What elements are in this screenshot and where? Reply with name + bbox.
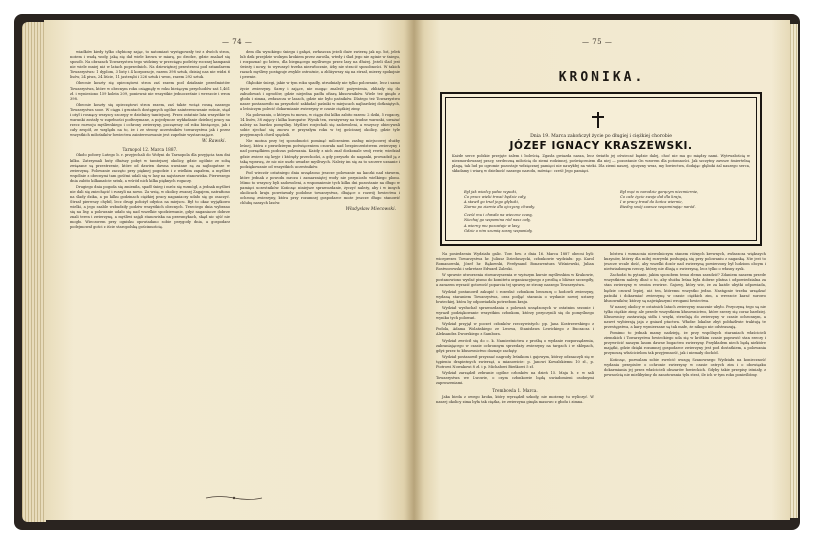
paragraph: Nie można przy tej sposobności pominąć milczeniem zasług miejscowej służby leśnej, która z prawdziwym poświęceniem czuwała nad bezpieczeństwem zwierzyny i nad porządkiem podczas polowania. Każdy z nich znał doskonale swój rewir, wiedział gdzie zwierz się kryje i którędy przechodzi, a gdy przyszło do naganki, prowadził ją z taką wprawą, że nic nie uszło uwadze myśliwych. Należy im się za to szczere uznanie i podziękowanie od wszystkich uczestników. bbox=[240, 139, 400, 169]
paragraph: Na polowaniu, o którym tu mowa, w ciągu dni kilku zabito razem: 2 dziki, 5 rogaczy, 14 lisów, 38 zajęcy i kilka kuropatw. Wynik ten, zważywszy na trudne warunki, uważać należy za bardzo pomyślny. Myśliwi rozjechali się zadowoleni, a wszyscy obiecywali sobie zjechać się znowu w przyszłym roku w tej gościnnej okolicy, gdzie tyle przyjemnych chwil spędzili. bbox=[240, 112, 400, 138]
right-column-2 bbox=[604, 252, 766, 502]
paragraph: Obecnie koszty się opieczętowi stron razem, zaś także wciąż rosną naszego Towarzystwa sooe. W ciągu i gruntach dostępnych ogólne zainteresowanie rośnie, stąd i ożył i rosnący wszyscy szczepy w dzielnicy tamtejszej. Przez ostatnie lata wszystkie te warunki zostały w zupełności podtrzymane, a pojedyncze wykładanie dzielnej pracy na rzecz rozwoju myśliwskiego i ochrony zwierzyny, począwszy od roku bieżącego, jak i cały zespół, ze względu na to, że i ze strony uczestników towarzystwa jak i przez wszystkich miłośników łowiectwa zainteresowanie jest zupełnie wystarczające. bbox=[70, 102, 230, 138]
obituary-box bbox=[440, 92, 762, 246]
cross-icon bbox=[592, 112, 604, 128]
paragraph: wiadków kiedy tylko chybiony zając, to natomiast występowały też z dwóch stron, nożem i wadą wody, jaką się dał wiele krowa w miarę, po drodze, gdzie znalazł się sposób. Na obrazach Towarzystwa tego widzimy w przeciągu podróży rocznej kampanii nie wiele mniej niż w latach poprzednich. Na dziewiętnej przestrzeni pod sztandarem Towarzystwa: 1 dyplom, 3 listy i 4 korporacje, razem 398 sztuk, dzisiaj nas nie widzi 6 lisów, 24 piwa, 24 liście, 11 jastrzębi i 226 sztuk i wron, razem 292 sztuk. bbox=[70, 50, 230, 80]
verse-line: Co przez wieki trwać będzie cały, bbox=[464, 195, 527, 200]
page-number-right: — 75 — bbox=[582, 38, 613, 46]
page-number-left: — 74 — bbox=[222, 38, 253, 46]
paragraph: Wydział przyjął w poczet członków rzeczywistych: pp. Jana Kostrzewskiego z Podola, Adama Wolańskiego ze Lwowa, Stanisława Lewickiego z Buczacza i Aleksandra Dworskiego z Sambora. bbox=[436, 322, 594, 337]
signature: W. Rawski. bbox=[201, 139, 226, 145]
page-edges-right bbox=[790, 24, 798, 518]
obituary-date-line: Dnia 19. Marca zakończył życie po długiej i ciężkiej chorobie bbox=[530, 134, 672, 139]
paragraph: Drugiego dnia pogoda się zmieniła, spadł śnieg i mróz się wzmógł, a jednak myśliwi nie dali się zniechęcić i ruszyli na nowo. Za wsią, w okolicy zwanej Zagajem, natrafiono na ślady dzika, a po kilku godzinach ciężkiej pracy naganiaczy udało się go osaczyć. Strzał pierwszy chybił, lecz drugi położył odyńca na miejscu. Był to okaz wyjątkowo wielki, a jego szable wzbudziły podziw wszystkich obecnych. Trzeciego dnia wybrano się na lisy, a polowanie udało się nad wszelkie spodziewanie, gdyż naganiacze dobrze znali teren i zwierzynę, a myśliwi zajęli stanowiska na przesmykach, skąd nic ujść nie mogło. Wieczorem przy ognisku opowiadano sobie przygody dnia, a gospodarz podejmował gości z iście staropolską gościnnością. bbox=[70, 184, 230, 230]
paragraph: Wydział zwrócił się do c. k. Namiestnictwa z prośbą o wydanie rozporządzenia, zabraniającego w czasie ochronnym sprzedaży zwierzyny na targach i w sklepach, gdyż przez to kłusownictwo doznaje zachęty. bbox=[436, 338, 594, 353]
book-gutter bbox=[404, 20, 424, 520]
paragraph: bóstwa i wzmacnia niewolniczym stanem różnych krewnych, zwłaszcza większych kuzynów, którzy dla miłej rozrywki posługują się przy polowaniu z naganką. Nie jest to jeszcze wcale dość, aby wszelki dozór nad zwierzyną powierzony był ludziom obcym i nieświadomym rzeczy, którzy nie dbają o zwierzynę, lecz tylko o własny zysk. bbox=[604, 252, 766, 272]
paragraph: Wydział postanowił przyznać nagrody leśnikom i gajowym, którzy odznaczyli się w tępieniu drapieżnych zwierząt, a mianowicie: p. Janowi Kowalskiemu 10 zł., p. Piotrowi Nowakowi 8 zł. i p. Michałowi Bieńkowi 5 zł. bbox=[436, 355, 594, 370]
obituary-name: JÓZEF IGNACY KRASZEWSKI. bbox=[509, 140, 693, 152]
paragraph: W sprawie utworzenia stowarzyszenia w wyższym kursie myśliwskim w Krakowie, postanowiono wysłać pismo do komitetu organizacyjnego z prośbą o bliższe szczegóły, a zarazem wyrazić gotowość poparcia tej sprawy ze strony naszego Towarzystwa. bbox=[436, 273, 594, 288]
verse-line: Był jak wiedzy pałac wysoki, bbox=[464, 190, 518, 194]
verse-line: Ziarno po ziarnie dla ojczyzny chwały. bbox=[464, 205, 535, 210]
dateline: Tarnopol 12. Marca 1887. bbox=[122, 147, 178, 153]
paragraph: dem dla wysokiego śniegu i gałęzi, zwłaszcza jeżeli duże zwierzę jak np. łoś, jeleń lub dzik przejdzie wolnym krokiem przez zarośla, wtedy i ślad jego nie zginie w śniegu, i rozpoznać go łatwo, dla biegnącego myśliwego przez lasy na dłużej. Jeżeli ślad jest świeży i nowy, to wyruszyć trzeba niezwłocznie, iżby nie stracić sposobności. W takich razach myśliwy postępuje zwykle ostrożnie, a zbliżywszy się na strzał, mierzy spokojnie i pewnie. bbox=[240, 50, 400, 80]
verse-line: I w pracy trwał do końca wiernie, bbox=[620, 200, 683, 205]
obituary-text: Każde serce polskie przejęte żalem i boleścią. Zgasła gwiazda nasza, lecz światło jej oświecać będzie dalej, choć nie ma go między nami. Wytrwałością w niezmordowanej pracy, serdeczną miłością do ziemi rodzinnej, poświęceniem dla niej — pozostanie On wzorem dla potomności. Jak szczytny zawsze śmiertelną plagą, tak lud po ogromie pozostaje wdzięcznej pamięci nie nawykłej na wieki. Dla ziemi naszej, ojczyzny wraz, my łowiectwa, dodając głęboki żal naszego serca, składamy i wiarę w dzielność naszego narodu, mówiąc: cześć Jego pamięci. bbox=[452, 154, 750, 173]
paragraph: Pod wieczór ostatniego dnia urządzono jeszcze polowanie na kaczki nad stawem, które jednak z powodu mrozu i zamarzniętej wody nie przyniosło wielkiego plonu. Mimo to wszyscy byli zadowoleni, a wspomnienie tych kilku dni pozostanie na długo w pamięci uczestników. Kończąc niniejsze sprawozdanie, życzyć należy, aby i w innych okolicach kraju powstawały podobne towarzystwa, dbające o rozwój łowiectwa i ochronę zwierzyny, która przy rozumnej gospodarce może jeszcze długo stanowić chlubę naszych lasów. bbox=[240, 170, 400, 206]
paragraph: Głębokie śniegi, jakie w tym roku spadły, utrudniały nie tylko polowanie, lecz i samo życie zwierzyny. Sarny i zające, nie mogąc znaleźć pożywienia, zbliżały się do zabudowań i ogrodów, gdzie niejedna padła ofiarą kłusowników. Wiele też ginęło z głodu i zimna, zwłaszcza w lasach, gdzie nie było paśników. Dlatego też Towarzystwo nasze postanowiło na przyszłość zakładać paśniki w miejscach najbardziej dotkniętych, a leśniczym polecić dokarmianie zwierzyny w czasie ciężkiej zimy. bbox=[240, 81, 400, 111]
ornament-divider-icon bbox=[204, 495, 264, 501]
paragraph: Wydział zarządził zebranie ogólne członków na dzień 15. Maja b. r. w sali Towarzystwa we Lwowie, o czym członkowie będą uwiadomieni osobnymi zaproszeniami. bbox=[436, 371, 594, 386]
paragraph: Około połowy Lutego b. r. przyjechali do Wołyni do Tarnopola dla przyjęcia tam dni kilku. Zatrzymali huty dłuższy pobyt w tamtejszej okolicy, gdzie ogólnie ze sobą związane są przestrzenie, które od dawien dawna uważane są za najbogatsze w zwierzynę. Polowanie zaczęto przy pięknej pogodzie i z wielkim zapałem, a myśliwi wspólnie z obecnymi tam gośćmi udali się w lasy na najstarsze stanowiska. Pierwszego dnia zabito kilkanaście sztuk, a wśród nich kilka pięknych rogaczy. bbox=[70, 153, 230, 183]
verse-line: A stawił go trud jego głęboki, bbox=[464, 200, 519, 205]
section-title: KRONIKA. bbox=[558, 70, 646, 85]
paragraph: Wydział wysłuchał sprawozdania z polowań urządzonych w ostatnim sezonie i wyraził podziękowanie wszystkim członkom, którzy przyczynili się do pomyślnego wyniku tych polowań. bbox=[436, 306, 594, 321]
signature: Władysław Miecowski. bbox=[345, 207, 396, 213]
verse-line: Gdzie o nim szumią sosny wspaniały. bbox=[464, 228, 533, 233]
paragraph: Na posiedzeniu Wydziału galic. Tow. łow. z dnia 16. Marca 1887 obecni byli: wiceprezes Towarzystwa hr. Juliusz Dzieduszycki, członkowie wydziału: pp. Karol Romanowski, Józef hr. Bąkowski, Ferdynand Bonawentura Wiśniewski, Julian Rostworowski i sekretarz Edward Zaleski. bbox=[436, 252, 594, 272]
verse-line: Cześć mu i chwała na wieczne czasy, bbox=[464, 213, 533, 218]
verse-line: Co całe życie swoje dał dla kraju, bbox=[620, 195, 683, 200]
left-column-1 bbox=[70, 50, 230, 500]
paragraph: Wydział postanowił zakupić i rozesłać członkom broszurę o hodowli zwierzyny, wydaną staraniem Towarzystwa, oraz podjąć starania o wydanie nowej ustawy łowieckiej, która by odpowiadała potrzebom kraju. bbox=[436, 289, 594, 304]
right-page bbox=[414, 20, 790, 520]
paragraph: Zachodzi tu pytanie, jakim sposobem temu złemu zaradzić? Zdaniem naszem przede wszystkiem należy dbać o to, aby służba leśna była dobrze płatna i odpowiedzialna za stan zwierzyny w swoim rewirze. Gajowy, który wie, że za każde ubytki odpowiada, będzie czuwał lepiej, niż ten, któremu wszystko jedno. Następnie trzeba urządzać paśniki i dokarmiać zwierzynę w czasie ciężkich zim, a wreszcie karać surowo kłusowników, którzy są największymi wrogami łowiectwa. bbox=[604, 273, 766, 303]
dateline: Trembowla 1. Marca. bbox=[492, 388, 538, 394]
verse-line: Niechaj go wspomina ród nasz cały, bbox=[464, 218, 531, 223]
paragraph: Jaka bieda z owego kroku, który wyrządził szkody, nie możemy tu wyliczyć. W naszej okolicy zima była tak ciężka, że zwierzyna ginęła masowo z głodu i zimna. bbox=[436, 394, 594, 404]
right-column-1 bbox=[436, 252, 594, 502]
paragraph: Kończąc, pozwalam sobie zwrócić uwagę Szanownego Wydziału na konieczność wydania przepisów o ochronie zwierzyny w czasie ostrych zim i o obowiązku dokarmiania jej przez właścicieli obszarów łowieckich. Gdyby takie przepisy istniały, z pewnością nie mielibyśmy do zanotowania tylu strat, ile ich w tym roku ponieśliśmy. bbox=[604, 357, 766, 377]
obituary-verse-right bbox=[620, 190, 750, 210]
paragraph: Obecnie koszty się opieczętowi stron zaś razem pod działanie przedmiotów Towarzystwa, które w obecnym roku osiągnęły w roku bieżącym przychodów zaś 1,461 zł. i wyniesiono 159 kolein 209, ponieważ nie wszystkie jednocześnie i wreszcie i wron 398. bbox=[70, 81, 230, 101]
verse-line: Biedny swój zawsze wspominając naród. bbox=[620, 205, 696, 210]
page-edges-left bbox=[22, 22, 46, 522]
paragraph: Pomimo to jednak mamy nadzieję, że przy wspólnych staraniach właścicieli ziemskich i Towarzystwa łowieckiego uda się w krótkim czasie poprawić stan rzeczy i przywrócić naszym lasom dawne bogactwo zwierzyny. Przykładem niech będą niektóre majątki, gdzie dzięki rozumnej gospodarce zwierzyny jest pod dostatkiem, a polowania przynoszą właścicielom tak przyjemność, jak i niemały dochód. bbox=[604, 331, 766, 356]
obituary-verse-left bbox=[464, 190, 604, 234]
paragraph: W naszej okolicy w ostatnich latach zwierzyny znacznie ubyło. Przyczyną tego są nie tylko ciężkie zimy, ale przede wszystkiem kłusownictwo, które szerzy się coraz bardziej. Kłusownicy zastawiają sidła i wnyki, strzelają do zwierzyny w czasie ochronnym, a nawet wybierają jaja z gniazd ptactwa. Władze lokalne zbyt pobłażliwie traktują te przestępstwa, a kary wymierzane są tak małe, że nikogo nie odstraszają. bbox=[604, 304, 766, 330]
verse-line: A wierny mu pozostaje w lasy, bbox=[464, 223, 520, 228]
verse-line: Był mąż w narodzie gorącym niezmiernie, bbox=[620, 190, 699, 194]
left-page bbox=[44, 20, 414, 520]
left-column-2 bbox=[240, 50, 400, 500]
